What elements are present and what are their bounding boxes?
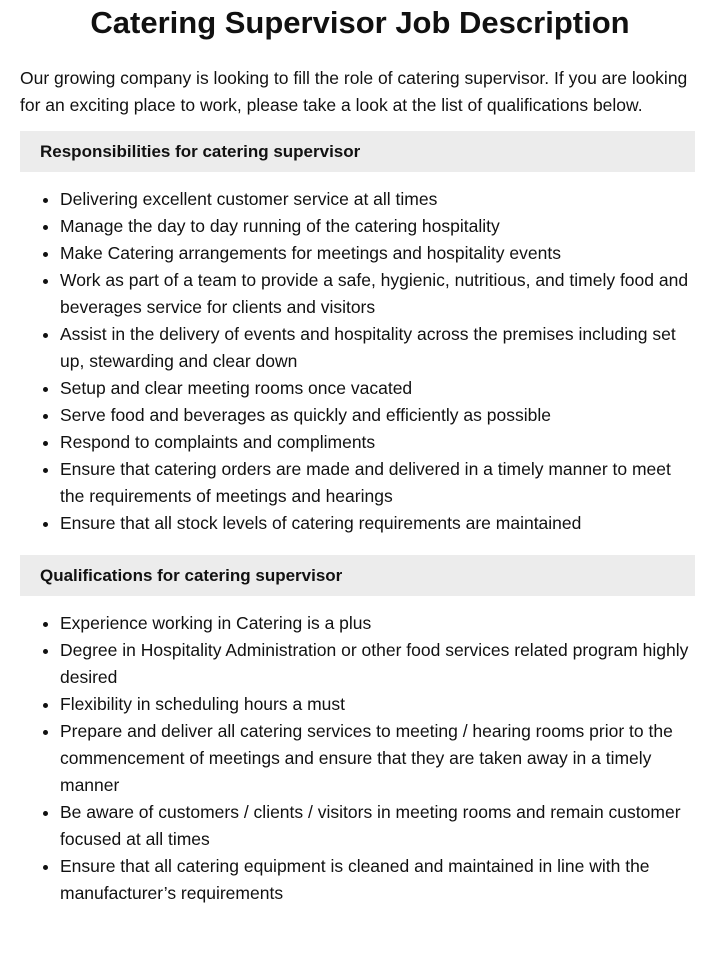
list-item: • Work as part of a team to provide a safe, hygienic, nutritious, and timely food and beverages service for clients and visitors [60,267,700,321]
list-item: • Manage the day to day running of the catering hospitality [60,213,700,240]
list-item: • Delivering excellent customer service at all times [60,186,700,213]
qualifications-heading: Qualifications for catering supervisor [20,555,695,596]
list-item: • Prepare and deliver all catering services to meeting / hearing rooms prior to the commencement of meetings and ensure that they are taken away in a timely manner [60,718,700,799]
list-item: • Experience working in Catering is a plus [60,610,700,637]
list-item: • Serve food and beverages as quickly and efficiently as possible [60,402,700,429]
list-item: • Ensure that catering orders are made and delivered in a timely manner to meet the requirements of meetings and hearings [60,456,700,510]
list-item: • Respond to complaints and compliments [60,429,700,456]
list-item: • Degree in Hospitality Administration or other food services related program highly desired [60,637,700,691]
responsibilities-list [20,186,700,537]
list-item: • Assist in the delivery of events and hospitality across the premises including set up, stewarding and clear down [60,321,700,375]
list-item: • Ensure that all catering equipment is cleaned and maintained in line with the manufacturer’s requirements [60,853,700,907]
qualifications-list [20,610,700,907]
intro-paragraph: Our growing company is looking to fill the role of catering supervisor. If you are looking for an exciting place to work, please take a look at the list of qualifications below. [20,68,688,115]
list-item: • Flexibility in scheduling hours a must [60,691,700,718]
list-item: • Be aware of customers / clients / visitors in meeting rooms and remain customer focused at all times [60,799,700,853]
list-item: • Setup and clear meeting rooms once vacated [60,375,700,402]
list-item: • Ensure that all stock levels of catering requirements are maintained [60,510,700,537]
page-title: Catering Supervisor Job Description [90,5,630,40]
list-item: • Make Catering arrangements for meetings and hospitality events [60,240,700,267]
responsibilities-heading: Responsibilities for catering supervisor [20,131,695,172]
